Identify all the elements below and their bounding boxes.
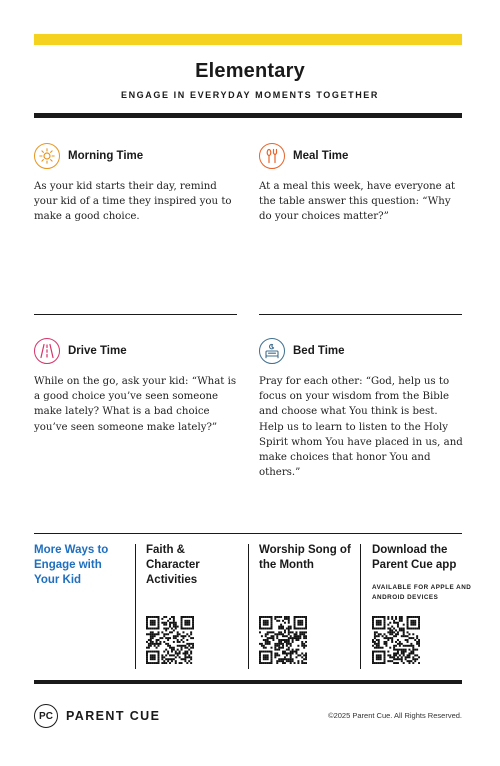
copyright-text: ©2025 Parent Cue. All Rights Reserved. — [328, 711, 462, 720]
card-title: Morning Time — [68, 150, 144, 162]
qr-code-worship-song[interactable] — [259, 616, 307, 664]
card-body: As your kid starts their day, remind your kid of a time they inspired you to make a good choice. — [34, 181, 232, 223]
card-body: Pray for each other: “God, help us to focus on your wisdom from the Bible and choose what You think is best. Help us to learn to listen to the Holy Spirit whom You have placed in us, and make choices that honor You and others.” — [259, 376, 463, 479]
page-subtitle: ENGAGE IN EVERYDAY MOMENTS TOGETHER — [120, 90, 380, 100]
sun-icon — [34, 143, 60, 169]
card-body: At a meal this week, have everyone at the table answer this question: “Why do your choices matter?” — [259, 181, 456, 223]
parent-cue-logo-mark: PC — [34, 704, 58, 728]
faith-activities-title: Faith & Character Activities — [146, 544, 200, 586]
card-drive-time — [34, 337, 238, 435]
card-title: Drive Time — [68, 345, 127, 357]
worship-song-title: Worship Song of the Month — [259, 544, 351, 571]
column-divider — [135, 544, 136, 669]
bed-moon-icon — [259, 338, 285, 364]
section-divider — [259, 314, 462, 315]
card-title: Meal Time — [293, 150, 349, 162]
section-divider — [34, 314, 237, 315]
utensils-icon — [259, 143, 285, 169]
top-accent-bar — [34, 34, 462, 45]
page-title: Elementary — [195, 60, 305, 82]
header-divider — [34, 113, 462, 118]
qr-code-faith-activities[interactable] — [146, 616, 194, 664]
qr-code-download-app[interactable] — [372, 616, 420, 664]
availability-note: AVAILABLE FOR APPLE AND ANDROID DEVICES — [372, 584, 472, 601]
card-body: While on the go, ask your kid: “What is a good choice you’ve seen someone make lately? What is a bad choice you’ve seen someone make lately?” — [34, 376, 237, 433]
card-bed-time — [259, 337, 463, 480]
column-divider — [360, 544, 361, 669]
brand-name: PARENT CUE — [66, 709, 161, 723]
footer-divider — [34, 533, 462, 534]
more-ways-heading: More Ways to Engage with Your Kid — [34, 544, 109, 586]
road-icon — [34, 338, 60, 364]
bottom-divider — [34, 680, 462, 684]
card-morning-time — [34, 142, 238, 225]
column-divider — [248, 544, 249, 669]
parent-cue-logo — [34, 704, 160, 728]
card-title: Bed Time — [293, 345, 345, 357]
card-meal-time — [259, 142, 463, 225]
download-app-title: Download the Parent Cue app — [372, 544, 457, 571]
